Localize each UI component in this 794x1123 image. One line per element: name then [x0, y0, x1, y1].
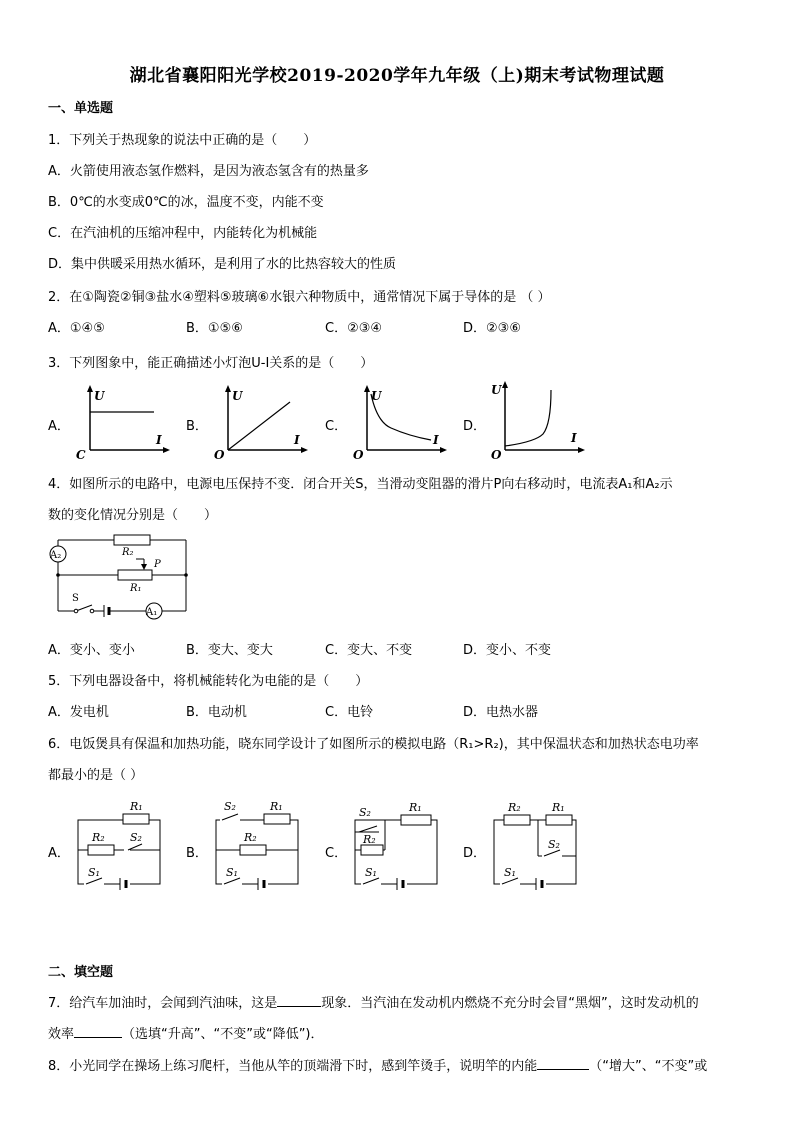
question-2-option-c[interactable]: C．②③④: [325, 321, 383, 336]
question-7-blank-2[interactable]: [74, 1025, 122, 1038]
graph-a-origin-label: C: [76, 448, 86, 460]
question-8-blank-1[interactable]: [537, 1057, 589, 1070]
graph-b-i-label: I: [294, 433, 300, 447]
question-8-line-1: [48, 1055, 707, 1074]
circuit-c-r1-label: R₁: [409, 801, 422, 814]
question-6-option-b-label[interactable]: B．: [186, 846, 208, 861]
question-6-circuit-a: [68, 796, 168, 894]
question-5-option-a[interactable]: A．发电机: [48, 705, 109, 720]
question-4-circuit-diagram: [46, 533, 196, 623]
question-3-option-b-label[interactable]: B．: [186, 419, 208, 434]
question-2-stem: 2．在①陶瓷②铜③盐水④塑料⑤玻璃⑥水银六种物质中，通常情况下属于导体的是 （ ）: [48, 290, 551, 305]
circuit-d-r2-label: R₂: [508, 801, 521, 814]
graph-d-u-label: U: [491, 383, 502, 397]
question-3-graph-c: [347, 382, 447, 460]
ammeter-a2-label: A₂: [50, 550, 62, 561]
circuit-a-s1-label: S₁: [88, 866, 100, 879]
question-3-option-d-label[interactable]: D．: [463, 419, 487, 434]
question-6-option-a-label[interactable]: A．: [48, 846, 70, 861]
question-4-option-a[interactable]: A．变小、变小: [48, 643, 135, 658]
circuit-d-r1-label: R₁: [552, 801, 565, 814]
question-3-option-c-label[interactable]: C．: [325, 419, 348, 434]
section-heading-fill-blank: 二、填空题: [48, 965, 114, 980]
question-7-blank-1[interactable]: [277, 994, 321, 1007]
question-1-option-d[interactable]: D．集中供暖采用热水循环，是利用了水的比热容较大的性质: [48, 257, 397, 272]
question-3-graph-b: [208, 382, 308, 460]
question-7-text-2: 现象．当汽油在发动机内燃烧不充分时会冒“黑烟”，这时发动机的: [321, 996, 699, 1011]
question-1-stem: 1．下列关于热现象的说法中正确的是（ ）: [48, 133, 317, 148]
question-6-option-c-label[interactable]: C．: [325, 846, 348, 861]
question-4-option-b[interactable]: B．变大、变大: [186, 643, 273, 658]
question-2-option-b[interactable]: B．①⑤⑥: [186, 321, 243, 336]
question-2-option-d[interactable]: D．②③⑥: [463, 321, 521, 336]
question-6-circuit-b: [206, 796, 306, 894]
circuit-a-r2-label: R₂: [92, 831, 105, 844]
switch-s-label: S: [72, 593, 79, 604]
question-6-circuit-c: [345, 796, 445, 894]
slider-p-label: P: [154, 559, 161, 570]
page-title: 湖北省襄阳阳光学校2019-2020学年九年级（上)期末考试物理试题: [129, 66, 665, 86]
question-4-option-c[interactable]: C．变大、不变: [325, 643, 413, 658]
circuit-b-r2-label: R₂: [244, 831, 257, 844]
question-5-options: [48, 701, 748, 721]
question-5-option-d[interactable]: D．电热水器: [463, 705, 539, 720]
resistor-r1-label: R₁: [130, 583, 142, 594]
circuit-a-s2-label: S₂: [130, 831, 142, 844]
question-3-option-a-label[interactable]: A．: [48, 419, 70, 434]
circuit-d-s1-label: S₁: [504, 866, 516, 879]
question-3-graph-a: [70, 382, 170, 460]
question-5-stem: 5．下列电器设备中，将机械能转化为电能的是（ ）: [48, 674, 369, 689]
circuit-c-s2-label: S₂: [359, 806, 371, 819]
question-7-text-3: 效率: [48, 1027, 75, 1042]
question-6-circuit-d: [484, 796, 584, 894]
question-5-option-c[interactable]: C．电铃: [325, 705, 374, 720]
question-7-text-4: （选填“升高”、“不变”或“降低”)．: [122, 1027, 324, 1042]
question-1-option-c[interactable]: C．在汽油机的压缩冲程中，内能转化为机械能: [48, 226, 318, 241]
circuit-b-s1-label: S₁: [226, 866, 238, 879]
graph-c-u-label: U: [371, 389, 382, 403]
graph-a-i-label: I: [156, 433, 162, 447]
question-4-option-d[interactable]: D．变小、不变: [463, 643, 552, 658]
question-7-line-1: [48, 992, 699, 1011]
question-7-text-1: 7．给汽车加油时，会闻到汽油味，这是: [48, 996, 278, 1011]
circuit-b-s2-label: S₂: [224, 800, 236, 813]
question-1-option-b[interactable]: B．0℃的水变成0℃的冰，温度不变，内能不变: [48, 195, 324, 210]
question-5-option-b[interactable]: B．电动机: [186, 705, 247, 720]
circuit-c-s1-label: S₁: [365, 866, 377, 879]
graph-d-i-label: I: [571, 431, 577, 445]
graph-b-u-label: U: [232, 389, 243, 403]
graph-a-u-label: U: [94, 389, 105, 403]
question-6-stem-line-2: 都最小的是（ ）: [48, 768, 144, 783]
circuit-c-r2-label: R₂: [363, 833, 376, 846]
resistor-r2-label: R₂: [122, 547, 134, 558]
question-4-stem-line-1: 4．如图所示的电路中，电源电压保持不变．闭合开关S，当滑动变阻器的滑片P向右移动时，电流表A₁和A₂示: [48, 477, 673, 492]
question-2-options: [48, 317, 748, 337]
section-heading-single-choice: 一、单选题: [48, 101, 114, 116]
question-3-graph-d: [485, 378, 585, 460]
graph-c-i-label: I: [433, 433, 439, 447]
question-6-option-d-label[interactable]: D．: [463, 846, 487, 861]
circuit-d-s2-label: S₂: [548, 838, 560, 851]
question-4-stem-line-2: 数的变化情况分别是（ ）: [48, 508, 218, 523]
circuit-a-r1-label: R₁: [130, 800, 143, 813]
question-6-stem-line-1: 6．电饭煲具有保温和加热功能，晓东同学设计了如图所示的模拟电路（R₁>R₂)，其中保温状态和加热状态电功率: [48, 737, 699, 752]
question-8-text-1: 8．小光同学在操场上练习爬杆，当他从竿的顶端滑下时，感到竿烫手，说明竿的内能: [48, 1059, 538, 1074]
graph-b-origin-label: O: [214, 448, 225, 460]
question-3-stem: 3．下列图象中，能正确描述小灯泡U-I关系的是（ ）: [48, 356, 374, 371]
question-7-line-2: [48, 1023, 324, 1042]
graph-d-origin-label: O: [491, 448, 502, 460]
ammeter-a1-label: A₁: [146, 607, 158, 618]
question-4-options: [48, 639, 748, 659]
question-8-text-2: （“增大”、“不变”或: [589, 1059, 708, 1074]
graph-c-origin-label: O: [353, 448, 364, 460]
circuit-b-r1-label: R₁: [270, 800, 283, 813]
question-2-option-a[interactable]: A．①④⑤: [48, 321, 105, 336]
question-1-option-a[interactable]: A．火箭使用液态氢作燃料，是因为液态氢含有的热量多: [48, 164, 369, 179]
